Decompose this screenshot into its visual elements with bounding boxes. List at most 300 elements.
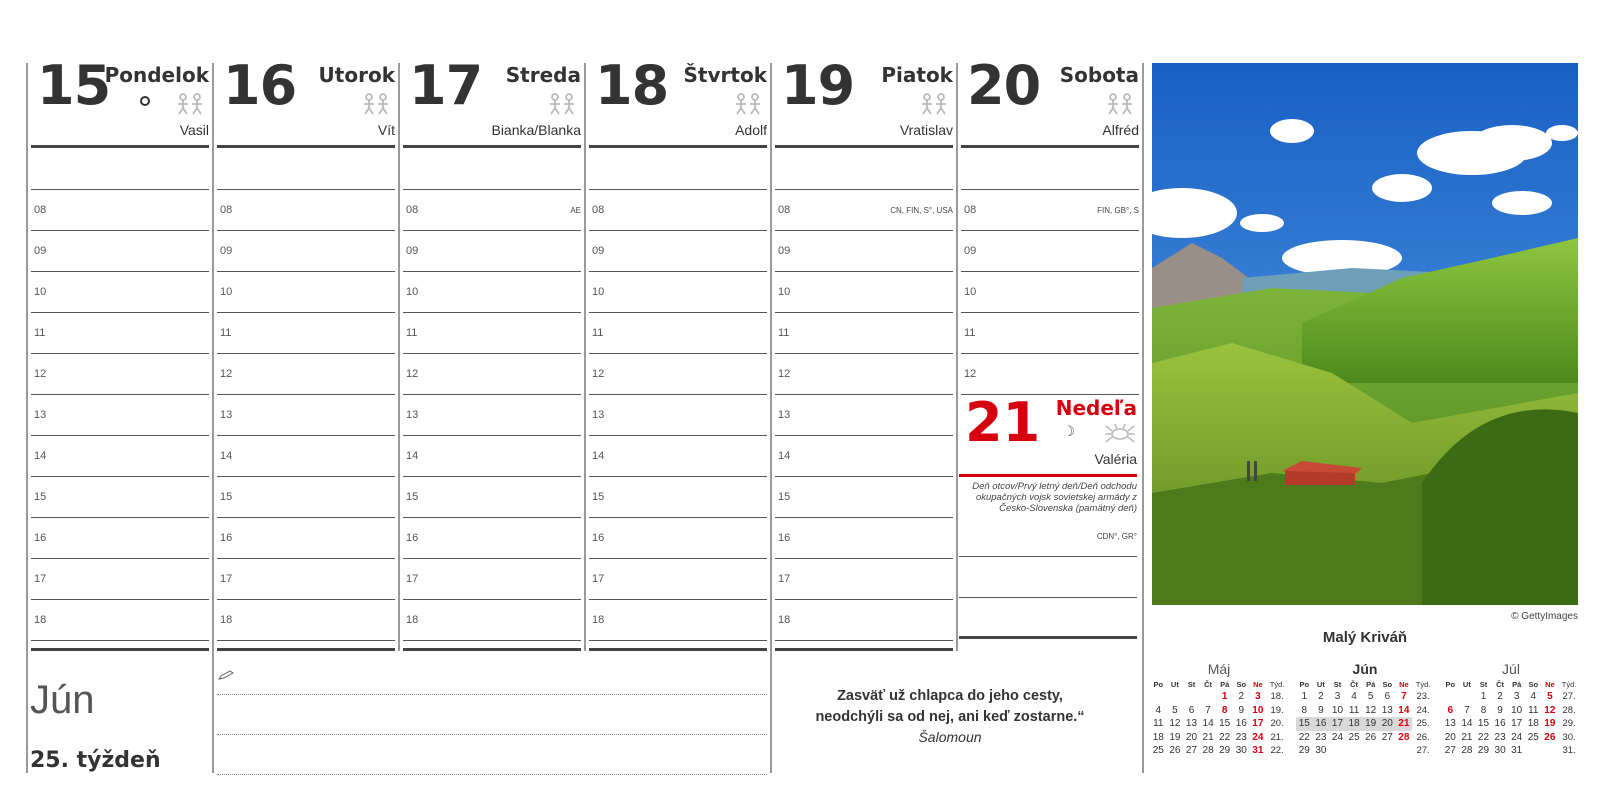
day-column [775, 54, 953, 651]
day-bottom-divider [31, 648, 209, 651]
hour-row[interactable] [403, 190, 581, 231]
hour-row[interactable] [961, 190, 1139, 231]
column-divider [770, 63, 772, 773]
mini-calendar-cell: 31 [1511, 745, 1523, 757]
hour-row[interactable] [775, 436, 953, 477]
mini-calendar-cell: 19 [1362, 717, 1379, 731]
mini-calendar-cell: 23 [1315, 731, 1327, 743]
mini-calendar-cell: 20 [1379, 717, 1396, 731]
mini-calendar-cell: 12 [1544, 704, 1556, 716]
name-day: Adolf [735, 122, 767, 138]
hour-row[interactable] [959, 557, 1137, 598]
hour-row[interactable] [589, 559, 767, 600]
hour-row[interactable] [589, 272, 767, 313]
hour-label: 16 [34, 532, 47, 544]
column-divider [1142, 63, 1144, 773]
day-number: 17 [409, 54, 483, 117]
hour-label: 11 [592, 327, 604, 339]
day-number: 15 [37, 54, 111, 117]
hour-row[interactable] [775, 231, 953, 272]
mini-calendar-cell: 17 [1511, 718, 1523, 730]
new-moon-icon [139, 95, 151, 107]
hour-row[interactable] [589, 231, 767, 272]
notes-line [217, 694, 767, 695]
hour-label: 10 [34, 286, 47, 298]
hour-label: 10 [406, 286, 419, 298]
weekday-header: Pá [1220, 679, 1230, 689]
day-column [403, 54, 581, 651]
mini-calendar-cell: 18 [1346, 717, 1363, 731]
notes-line [217, 734, 767, 735]
day-name: Nedeľa [1055, 396, 1137, 420]
hour-row[interactable] [403, 313, 581, 354]
hour-label: 08 [778, 204, 791, 216]
hour-row[interactable] [217, 436, 395, 477]
hour-row[interactable] [217, 518, 395, 559]
weekday-header: St [1333, 679, 1342, 689]
hour-row[interactable] [217, 395, 395, 436]
hour-label: 10 [592, 286, 605, 298]
hour-row[interactable] [217, 354, 395, 395]
mini-calendar-cell: 27. [1562, 691, 1576, 703]
mini-calendar-cell: 27 [1185, 745, 1198, 757]
mini-calendar-cell: 16 [1235, 718, 1247, 730]
hour-label: 15 [220, 491, 233, 503]
hour-row[interactable] [217, 231, 395, 272]
mini-calendar-cell: 3 [1334, 691, 1341, 703]
hour-row[interactable] [217, 477, 395, 518]
day-bottom-divider [403, 648, 581, 651]
weekday-header: Pá [1512, 679, 1522, 689]
name-day: Alfréd [1102, 122, 1139, 138]
day-number: 21 [965, 391, 1041, 454]
hour-row[interactable] [217, 190, 395, 231]
hour-label: 16 [592, 532, 605, 544]
hour-label: 18 [406, 614, 419, 626]
sunday-divider [959, 474, 1137, 477]
mini-calendar-cell: 26 [1544, 731, 1556, 743]
mini-calendar-cell: 15 [1477, 718, 1490, 730]
hour-label: 14 [220, 450, 233, 462]
hour-row[interactable] [403, 518, 581, 559]
day-name: Štvrtok [683, 63, 767, 87]
hour-row[interactable] [775, 190, 953, 231]
mini-calendar-cell: 30 [1235, 745, 1247, 757]
mini-calendar-cell: 3 [1255, 691, 1261, 703]
hour-label: 12 [220, 368, 233, 380]
hour-row[interactable] [403, 559, 581, 600]
mini-calendar-cell: 23 [1235, 731, 1247, 743]
hour-row[interactable] [403, 477, 581, 518]
hour-row[interactable] [403, 436, 581, 477]
hour-label: 12 [964, 368, 977, 380]
hour-row[interactable] [775, 313, 953, 354]
mini-calendar-cell: 24 [1511, 731, 1523, 743]
hour-row[interactable] [31, 354, 209, 395]
hour-row[interactable] [961, 148, 1139, 190]
day-name: Piatok [881, 63, 953, 87]
name-day: Vratislav [899, 122, 953, 138]
mini-calendar-cell: 2 [1318, 691, 1324, 703]
mini-calendar-cell: 19 [1544, 718, 1556, 730]
hour-row[interactable] [589, 313, 767, 354]
month-label: Jún [30, 678, 95, 722]
hour-row[interactable] [589, 518, 767, 559]
hour-row[interactable] [31, 395, 209, 436]
hour-row[interactable] [961, 231, 1139, 272]
column-divider [398, 63, 400, 651]
mini-calendar-cell [1150, 690, 1167, 704]
mini-calendar-cell: 8 [1221, 704, 1228, 716]
hour-label: 17 [592, 573, 605, 585]
day-number: 20 [967, 54, 1041, 117]
hour-row[interactable] [775, 600, 953, 641]
mini-calendar-cell: 15 [1219, 718, 1231, 730]
mini-calendar-cell: 22 [1477, 731, 1490, 743]
mini-calendar-cell: 27 [1444, 745, 1456, 757]
mini-calendar-month: Máj [1207, 661, 1231, 677]
hour-row[interactable] [775, 272, 953, 313]
mini-calendar-cell: 9 [1238, 704, 1245, 716]
hour-label: 15 [406, 491, 419, 503]
mini-calendar-cell: 14 [1202, 718, 1214, 730]
hour-row[interactable] [31, 518, 209, 559]
weekday-header: Čt [1496, 679, 1505, 689]
hour-row[interactable] [31, 477, 209, 518]
mini-calendar-cell [1200, 690, 1217, 704]
mini-calendar-cell: 10 [1252, 704, 1264, 716]
mini-calendar-cell: 28 [1398, 731, 1410, 743]
hour-row[interactable] [403, 354, 581, 395]
gemini-zodiac-icon [173, 93, 207, 115]
name-day: Vasil [179, 122, 209, 138]
mini-calendar-cell: 7 [1464, 704, 1470, 716]
mini-calendar-cell: 30. [1562, 731, 1576, 743]
hour-label: 14 [34, 450, 47, 462]
day-bottom-divider [959, 636, 1137, 639]
hour-row[interactable] [31, 600, 209, 641]
holiday-country-codes: FIN, GB°, S [1097, 206, 1139, 215]
mini-calendar-cell: 9 [1318, 704, 1324, 716]
mini-calendar-cell: 2 [1497, 691, 1503, 703]
hour-label: 10 [778, 286, 791, 298]
mini-calendar-cell: 26 [1169, 745, 1181, 757]
hour-row[interactable] [775, 477, 953, 518]
mini-calendar-cell: 21 [1396, 717, 1413, 731]
mini-calendar-cell: 13 [1444, 718, 1456, 730]
gemini-zodiac-icon [545, 93, 579, 115]
mini-calendar-cell: 31. [1562, 745, 1576, 757]
hour-label: 10 [220, 286, 233, 298]
hour-label: 13 [406, 409, 419, 421]
mini-calendar-cell [1379, 744, 1396, 758]
weekday-header: Týd. [1561, 679, 1577, 689]
weekday-header: St [1479, 679, 1488, 689]
hour-row[interactable] [217, 272, 395, 313]
mini-calendar-cell [1362, 744, 1379, 758]
mini-calendar-cell: 4 [1530, 691, 1537, 703]
weekday-header: Ut [1462, 679, 1471, 689]
hour-row[interactable] [31, 148, 209, 190]
hour-row[interactable] [961, 313, 1139, 354]
mini-calendar-cell: 11 [1153, 718, 1164, 730]
weekday-header: Po [1445, 679, 1456, 689]
hour-row[interactable] [217, 559, 395, 600]
hour-row[interactable] [775, 559, 953, 600]
hour-row[interactable] [775, 148, 953, 190]
hour-label: 16 [220, 532, 233, 544]
hour-label: 12 [34, 368, 47, 380]
cancer-zodiac-icon [1103, 422, 1137, 444]
holiday-country-codes: CDN°, GR° [1096, 532, 1137, 541]
mini-calendar-cell [1183, 690, 1200, 704]
mini-calendar-cell: 23. [1416, 691, 1430, 703]
day-number: 18 [595, 54, 669, 117]
mini-calendar-cell: 20 [1185, 731, 1198, 743]
mini-calendar-cell: 12 [1365, 704, 1377, 716]
hour-label: 09 [592, 245, 605, 257]
hour-row[interactable] [31, 272, 209, 313]
weekday-header: Po [1299, 679, 1310, 689]
mini-calendar-cell: 29 [1477, 745, 1490, 757]
weekday-header: Čt [1204, 679, 1213, 689]
weekday-header: Ne [1399, 679, 1409, 689]
weekday-header: Ut [1316, 679, 1325, 689]
mini-calendar-cell: 2 [1238, 691, 1245, 703]
day-column [589, 54, 767, 651]
mini-calendar-cell: 24 [1252, 731, 1264, 743]
mini-calendar-cell: 24 [1331, 731, 1344, 743]
hour-row[interactable] [775, 354, 953, 395]
hour-row[interactable] [589, 477, 767, 518]
weekday-header: Ut [1170, 679, 1179, 689]
mini-calendar-month: Júl [1502, 661, 1520, 677]
mini-calendar-cell: 20. [1270, 718, 1284, 730]
day-name: Utorok [318, 63, 395, 87]
mini-calendar-cell: 1 [1301, 691, 1308, 703]
hour-row[interactable] [31, 436, 209, 477]
column-divider [212, 63, 214, 773]
mini-calendar-cell [1442, 690, 1459, 704]
hour-label: 18 [34, 614, 47, 626]
hour-label: 15 [592, 491, 605, 503]
mini-calendar-cell: 25 [1527, 731, 1539, 743]
mini-calendar-cell: 13 [1185, 718, 1198, 730]
hour-label: 14 [406, 450, 419, 462]
weekday-header: Po [1153, 679, 1164, 689]
mini-calendar-cell: 27. [1416, 745, 1430, 757]
hour-label: 16 [406, 532, 419, 544]
pen-icon [218, 670, 234, 680]
hour-row[interactable] [961, 354, 1139, 395]
day-bottom-divider [217, 648, 395, 651]
holiday-note: Deň otcov/Prvý letný deň/Deň odchodu okupačných vojsk sovietskej armády z Česko-Slovenska (pamätný deň) [972, 481, 1137, 514]
hour-row[interactable] [403, 395, 581, 436]
mini-calendar-cell: 28 [1202, 745, 1214, 757]
hour-row[interactable] [31, 231, 209, 272]
hour-label: 09 [34, 245, 47, 257]
hour-label: 11 [778, 327, 790, 339]
column-divider [584, 63, 586, 651]
mini-calendar-cell: 11 [1348, 704, 1360, 716]
mini-calendar-cell: 8 [1301, 704, 1308, 716]
weekday-header: Ne [1545, 679, 1555, 689]
mini-calendar-cell: 20 [1444, 731, 1456, 743]
notes-line [217, 774, 767, 775]
mini-calendar-cell [1542, 744, 1559, 758]
hour-label: 08 [964, 204, 977, 216]
day-name: Streda [505, 63, 581, 87]
hour-label: 17 [34, 573, 47, 585]
mini-calendar [1150, 661, 1288, 758]
hour-row[interactable] [959, 516, 1137, 557]
hour-label: 08 [34, 204, 47, 216]
gemini-zodiac-icon [1103, 93, 1137, 115]
hour-label: 18 [592, 614, 605, 626]
holiday-country-codes: AE [570, 206, 581, 215]
hour-row[interactable] [217, 148, 395, 190]
hour-row[interactable] [589, 436, 767, 477]
mini-calendar-cell: 22 [1219, 731, 1231, 743]
mini-calendar-cell: 13 [1381, 704, 1393, 716]
mini-calendar-cell: 10 [1331, 704, 1344, 716]
hour-row[interactable] [217, 313, 395, 354]
hour-row[interactable] [775, 518, 953, 559]
day-column [31, 54, 209, 651]
mini-calendar-cell: 25. [1416, 718, 1430, 730]
hour-row[interactable] [959, 598, 1137, 639]
hour-row[interactable] [31, 313, 209, 354]
hour-label: 12 [406, 368, 419, 380]
mini-calendar-cell: 11 [1528, 704, 1539, 716]
hour-label: 13 [34, 409, 47, 421]
mini-calendar-cell: 9 [1497, 704, 1503, 716]
mini-calendar-cell [1525, 744, 1542, 758]
mini-calendar-cell: 22. [1270, 745, 1284, 757]
mini-calendar [1296, 661, 1434, 758]
mini-calendar-cell: 21 [1202, 731, 1214, 743]
name-day: Bianka/Blanka [491, 122, 581, 138]
hour-label: 17 [406, 573, 419, 585]
hour-row[interactable] [217, 600, 395, 641]
mini-calendar-month: Jún [1352, 661, 1378, 677]
mini-calendar-cell: 16 [1313, 717, 1330, 731]
column-divider [26, 63, 28, 773]
hour-row[interactable] [31, 559, 209, 600]
holiday-country-codes: CN, FIN, S°, USA [890, 206, 953, 215]
hour-row[interactable] [589, 600, 767, 641]
mini-calendar-cell: 24. [1416, 704, 1430, 716]
weekday-header: Pá [1366, 679, 1376, 689]
mini-calendar-cell: 29. [1562, 718, 1576, 730]
hour-row[interactable] [589, 148, 767, 190]
hour-label: 11 [220, 327, 232, 339]
weekday-header: Týd. [1269, 679, 1285, 689]
hour-row[interactable] [31, 190, 209, 231]
hour-row[interactable] [403, 148, 581, 190]
mini-calendar-cell: 29 [1219, 745, 1231, 757]
mini-calendar-cell: 26. [1416, 731, 1430, 743]
column-divider [956, 63, 958, 651]
hour-row[interactable] [403, 272, 581, 313]
hour-label: 14 [592, 450, 605, 462]
hour-label: 12 [592, 368, 605, 380]
mini-calendar-cell: 10 [1511, 704, 1523, 716]
hour-label: 15 [778, 491, 791, 503]
hour-label: 09 [778, 245, 791, 257]
mini-calendar-cell: 21 [1461, 731, 1473, 743]
mini-calendar-cell: 5 [1547, 691, 1553, 703]
mini-calendar [1442, 661, 1580, 758]
hour-label: 08 [406, 204, 419, 216]
mini-calendar-cell: 18 [1527, 718, 1539, 730]
hour-row[interactable] [775, 395, 953, 436]
hour-label: 13 [220, 409, 233, 421]
hour-row[interactable] [961, 272, 1139, 313]
mini-calendar-cell: 1 [1221, 691, 1228, 703]
mini-calendar-cell: 5 [1367, 691, 1374, 703]
day-name: Pondelok [104, 63, 209, 87]
mini-calendar-cell: 30 [1494, 745, 1506, 757]
hour-row[interactable] [589, 190, 767, 231]
hour-label: 16 [778, 532, 791, 544]
mini-calendar-cell: 15 [1296, 717, 1313, 731]
hour-label: 11 [406, 327, 418, 339]
mini-calendar-cell: 25 [1152, 745, 1164, 757]
hour-label: 15 [34, 491, 47, 503]
photo-copyright: © GettyImages [1511, 611, 1578, 622]
name-day: Vít [377, 122, 395, 138]
hour-label: 11 [964, 327, 976, 339]
name-day: Valéria [1094, 451, 1137, 467]
day-name: Sobota [1059, 63, 1139, 87]
mini-calendar-cell: 25 [1348, 731, 1360, 743]
hour-row[interactable] [403, 600, 581, 641]
mini-calendar-cell: 7 [1401, 691, 1407, 703]
hour-label: 09 [964, 245, 977, 257]
moon-phase-icon: ☽ [1062, 424, 1075, 440]
quote [780, 686, 1120, 728]
landscape-photo [1152, 63, 1578, 605]
mini-calendar-cell: 6 [1188, 704, 1195, 716]
mini-calendar-cell: 18. [1270, 691, 1284, 703]
weekday-header: So [1528, 679, 1539, 689]
quote-line: neodchýli sa od nej, ani keď zostarne.“ [815, 709, 1085, 726]
sunday-block [959, 391, 1137, 648]
mini-calendar-cell: 28 [1461, 745, 1473, 757]
hour-row[interactable] [589, 395, 767, 436]
mini-calendar-cell: 3 [1513, 691, 1520, 703]
mini-calendar-cell [1329, 744, 1346, 758]
mini-calendar-cell [1346, 744, 1363, 758]
weekday-header: Ne [1253, 679, 1263, 689]
hour-label: 17 [778, 573, 791, 585]
mini-calendar-cell: 23 [1494, 731, 1506, 743]
hour-row[interactable] [403, 231, 581, 272]
day-bottom-divider [589, 648, 767, 651]
mini-calendar-cell: 1 [1480, 691, 1487, 703]
mini-calendar-cell: 22 [1298, 731, 1310, 743]
photo-caption: Malý Kriváň [1322, 629, 1408, 646]
gemini-zodiac-icon [731, 93, 765, 115]
mini-calendar-cell [1396, 744, 1413, 758]
mini-calendar-cell: 26 [1365, 731, 1377, 743]
mini-calendar-cell: 14 [1398, 704, 1410, 716]
hour-row[interactable] [589, 354, 767, 395]
mini-calendar-cell: 27 [1381, 731, 1393, 743]
mini-calendar-cell: 18 [1152, 731, 1164, 743]
weekday-header: So [1236, 679, 1247, 689]
